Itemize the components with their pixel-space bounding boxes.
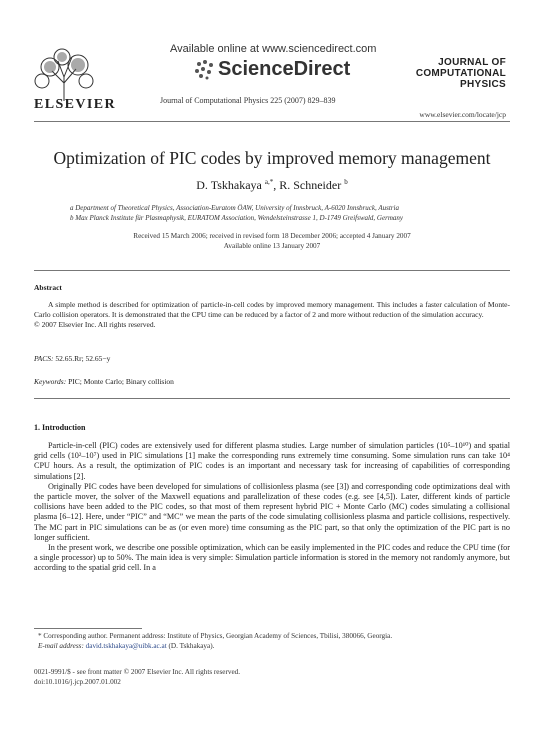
available-date: Available online 13 January 2007 <box>223 241 321 250</box>
journal-name-line3: PHYSICS <box>459 79 506 90</box>
abstract-body <box>34 300 510 330</box>
section-body <box>34 441 510 574</box>
doi-line[interactable]: doi:10.1016/j.jcp.2007.01.002 <box>34 677 121 686</box>
pacs-label: PACS: <box>34 354 54 363</box>
available-online: Available online at www.sciencedirect.com <box>170 43 377 55</box>
keywords-values: PIC; Monte Carlo; Binary collision <box>68 377 174 386</box>
elsevier-wordmark: ELSEVIER <box>34 97 117 112</box>
journal-url[interactable]: www.elsevier.com/locate/jcp <box>419 110 506 119</box>
paragraph-2: Originally PIC codes have been developed for simulations of collisionless plasma (see [3]) and corresponding code optimizations deal with the particle mover, the solver of the Maxwell equations and parallelization of these codes (e.g. see [4,5]). Later, different kinds of particle collisions have been added to the PIC codes, so that most of them represent hybrid PIC + Monte Carlo (MC) codes simulating a collisional plasma [6–12]. Here, under “PIC” and “MC” we mean the parts of the code simulating collisionless plasma and particle collisions, respectively. The MC part in PIC simulations can be as (or even more) time consuming as the PIC part, so that only the optimization of the PIC part is no longer sufficient. <box>34 481 510 542</box>
front-matter <box>34 668 240 687</box>
journal-name <box>416 57 506 90</box>
article-title: Optimization of PIC codes by improved memory management <box>53 148 491 168</box>
email-link[interactable]: david.tskhakaya@uibk.ac.at <box>85 641 167 650</box>
article-dates <box>0 232 544 251</box>
footnote <box>38 632 392 651</box>
abstract-heading: Abstract <box>34 283 62 292</box>
paragraph-1: Particle-in-cell (PIC) codes are extensively used for different plasma studies. Large number of simulation particles (10⁵–10¹⁰) and spatial grid cells (10²–10⁷) used in PIC simulations [1] make the corresponding runs extremely time consuming. Some simulation runs can take 10⁴ CPU hours. As a result, the optimization of PIC codes is an important and necessary task for increasing of capabilities of corresponding simulations [2]. <box>34 441 510 481</box>
abstract-rule-bottom <box>34 398 510 399</box>
pacs-values: 52.65.Rr; 52.65−y <box>55 354 111 363</box>
header-rule <box>34 121 510 122</box>
journal-citation: Journal of Computational Physics 225 (2007) 829–839 <box>160 96 336 105</box>
abstract-text: A simple method is described for optimization of particle-in-cell codes by improved memory management. This includes a faster calculation of Monte-Carlo collision operators. It is demonstrated that the CPU time can be reduced by a factor of 2 and more without reduction of the simulation accuracy. <box>34 300 510 319</box>
journal-name-line2: COMPUTATIONAL <box>415 68 506 79</box>
paragraph-3: In the present work, we describe one possible optimization, which can be easily implemented in the PIC codes and reduce the CPU time (for a single processor) up to 50%. The main idea is very simple: Simulation particle information is stored in the memory not randomly anymore, but according to the spatial grid cell. In a <box>34 543 510 573</box>
section-heading: 1. Introduction <box>34 423 86 432</box>
keywords-line <box>34 377 174 386</box>
footnote-corresponding: * Corresponding author. Permanent address: Institute of Physics, Georgian Academy of Sciences, Tbilisi, 380066, Georgia. <box>38 632 393 640</box>
email-suffix: (D. Tskhakaya). <box>168 641 215 650</box>
email-label: E-mail address: <box>38 641 84 650</box>
issn-line: 0021-9991/$ - see front matter © 2007 Elsevier Inc. All rights reserved. <box>34 668 241 676</box>
affiliation-a: a Department of Theoretical Physics, Association-Euratom ÖAW, University of Innsbruck, A-6020 Innsbruck, Austria <box>70 204 399 212</box>
abstract-rule-top <box>34 270 510 271</box>
affiliation-b: b Max Planck Institute für Plasmaphysik, EURATOM Association, Wendelsteinstrasse 1, D-1749 Greifswald, Germany <box>70 213 403 222</box>
affiliations <box>70 204 403 223</box>
journal-name-line1: JOURNAL OF <box>438 57 506 68</box>
received-date: Received 15 March 2006; received in revised form 18 December 2006; accepted 4 January 2007 <box>133 232 411 240</box>
sciencedirect-wordmark: ScienceDirect <box>218 58 351 80</box>
keywords-label: Keywords: <box>34 377 67 386</box>
authors: D. Tskhakaya $^{a,*}$, R. Schneider $^b$ <box>196 178 348 192</box>
abstract-copyright: © 2007 Elsevier Inc. All rights reserved. <box>34 320 156 329</box>
footnote-email-line <box>38 642 392 652</box>
pacs-line <box>34 354 110 363</box>
footnote-rule <box>34 628 142 629</box>
